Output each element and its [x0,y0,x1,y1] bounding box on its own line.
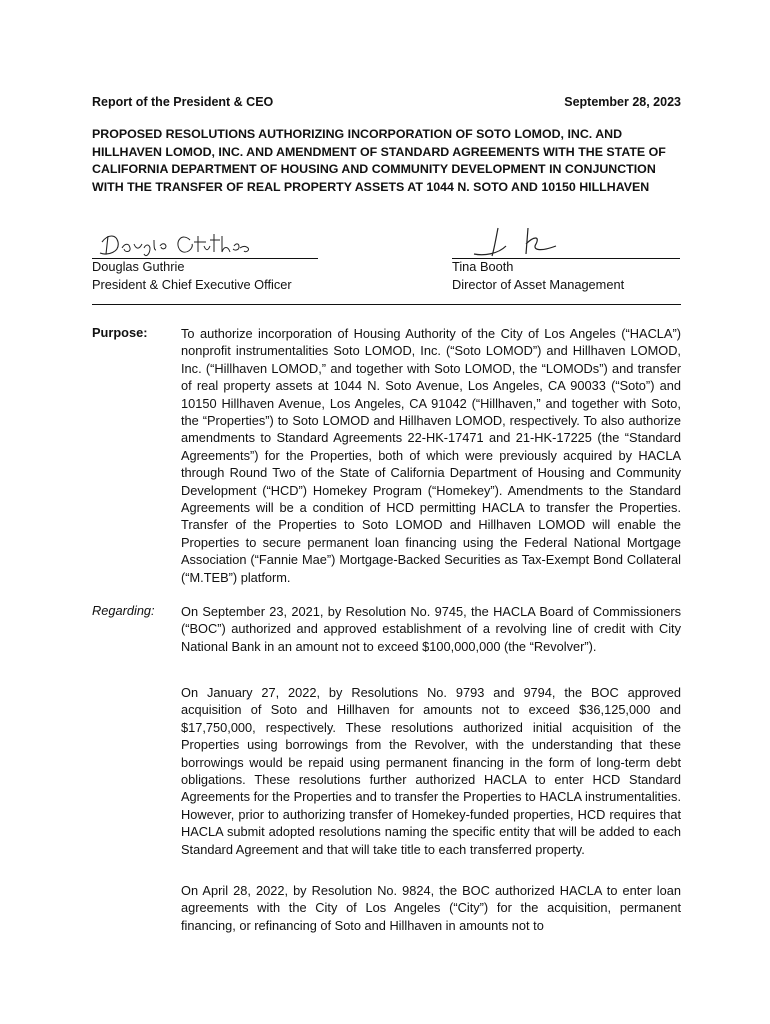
signer-left [92,258,292,293]
signer-right-name: Tina Booth [452,259,514,274]
signer-left-title: President & Chief Executive Officer [92,276,292,292]
signature-tina-booth [470,222,590,260]
regarding-paragraph: On April 28, 2022, by Resolution No. 9824, the BOC authorized HACLA to enter loan agreements with the City of Los Angeles (“City”) for the acquisition, permanent financing, or refinancing of Soto and Hillhaven in amounts not to [181,883,681,933]
purpose-text: To authorize incorporation of Housing Authority of the City of Los Angeles (“HACLA”) nonprofit instrumentalities Soto LOMOD, Inc. (“Soto LOMOD”) and Hillhaven LOMOD, Inc. (“Hillhaven LOMOD,” and together with Soto LOMOD, the “LOMODs”) and transfer of real property assets at 1044 N. Soto Avenue, Los Angeles, CA 90033 (“Soto”) and 10150 Hillhaven Avenue, Los Angeles, CA 91042 (“Hillhaven,” and together with Soto, the “Properties”) to Soto LOMOD and Hillhaven LOMOD, respectively. To also authorize amendments to Standard Agreements 22-HK-17471 and 21-HK-17225 (the “Standard Agreements”) for the Properties, both of which were previously acquired by HACLA through Round Two of the State of California Department of Housing and Community Development (“HCD”) Homekey Program (“Homekey”). Amendments to the Standard Agreements will be a condition of HCD permitting HACLA to transfer the Properties. Transfer of the Properties to Soto LOMOD and Hillhaven LOMOD will enable the Properties to secure permanent loan financing using the Federal National Mortgage Association (“Fannie Mae”) Mortgage-Backed Securities as Tax-Exempt Bond Collateral (“M.TEB”) platform. [181,326,681,585]
section-divider [92,304,681,305]
signer-right-title: Director of Asset Management [452,276,625,292]
purpose-label: Purpose: [92,325,148,340]
regarding-paragraph: On September 23, 2021, by Resolution No. 9745, the HACLA Board of Commissioners (“BOC”) authorized and approved establishment of a revolving line of credit with City National Bank in an amount not to exceed $100,000,000 (the “Revolver”). [181,604,681,654]
regarding-paragraph: On January 27, 2022, by Resolutions No. 9793 and 9794, the BOC approved acquisition of Soto and Hillhaven for amounts not to exceed $36,125,000 and $17,750,000, respectively. These resolutions authorized initial acquisition of the Properties using borrowings from the Revolver, with the understanding that these borrowings would be repaid using permanent financing in the form of long-term debt obligations. These resolutions further authorized HACLA to enter HCD Standard Agreements for the Properties and to transfer the Properties to HACLA instrumentalities. However, prior to authorizing transfer of Homekey-funded properties, HCD requires that HACLA submit adopted resolutions naming the specific entity that will be added to each Standard Agreement and that will take title to each transferred property. [181,685,681,857]
report-date: September 28, 2023 [564,95,681,109]
signature-douglas-guthrie [94,222,274,260]
document-title: PROPOSED RESOLUTIONS AUTHORIZING INCORPORATION OF SOTO LOMOD, INC. AND HILLHAVEN LOMOD, INC. AND AMENDMENT OF STANDARD AGREEMENTS WITH THE STATE OF CALIFORNIA DEPARTMENT OF HOUSING AND COMMUNITY DEVELOPMENT IN CONJUNCTION WITH THE TRANSFER OF REAL PROPERTY ASSETS AT 1044 N. SOTO AND 10150 HILLHAVEN [92,127,666,194]
signer-left-name: Douglas Guthrie [92,259,185,274]
signer-right [452,258,624,293]
regarding-label: Regarding: [92,603,155,618]
report-source: Report of the President & CEO [92,95,274,109]
